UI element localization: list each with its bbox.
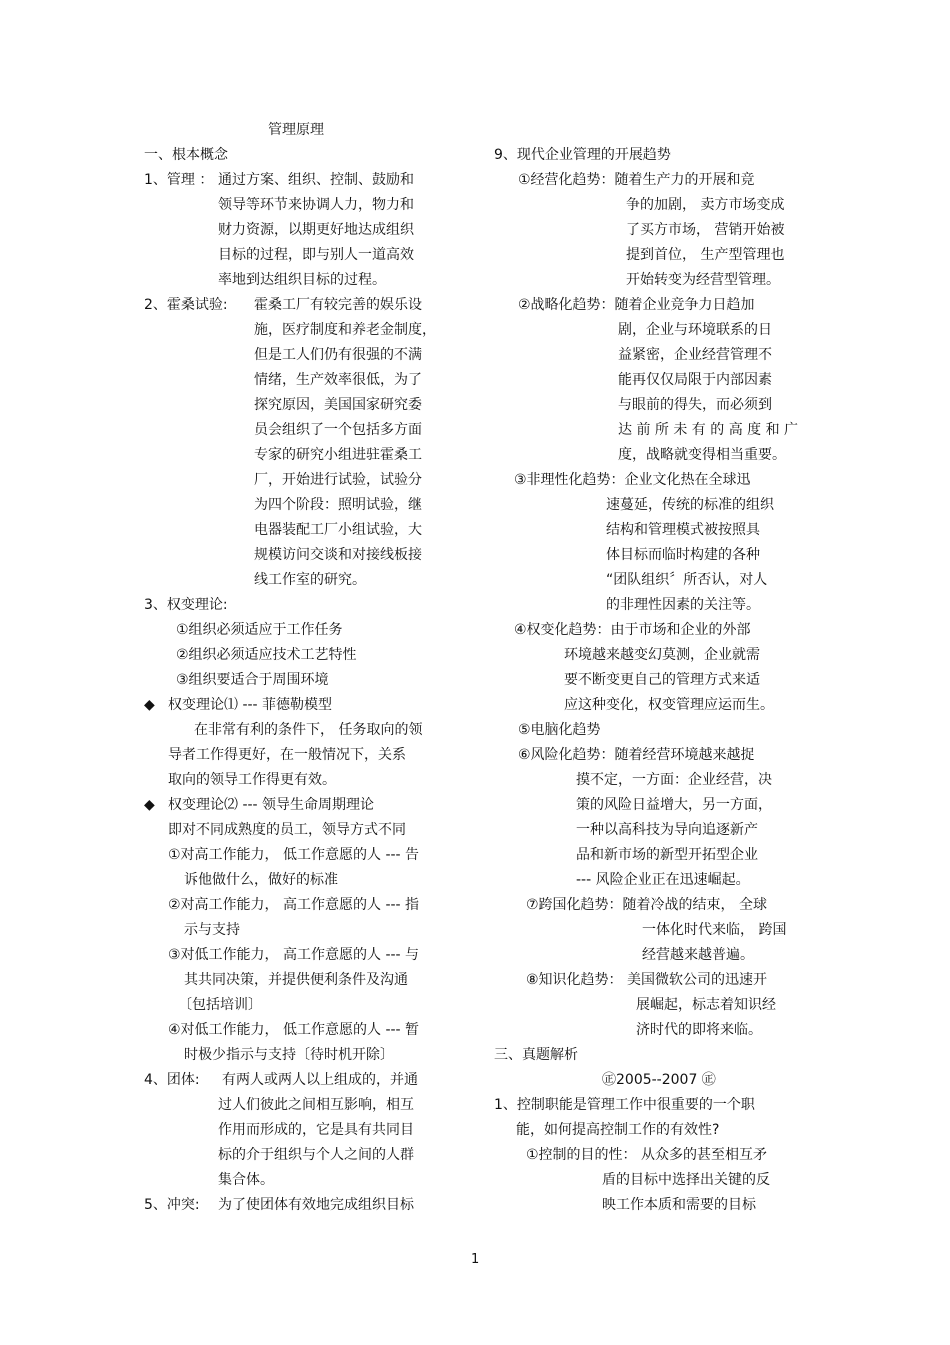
list-item: ①组织必须适应于工作任务 [176,622,343,638]
term-label: 3、权变理论: [144,597,228,613]
definition-line: 财力资源，以期更好地达成组织 [218,222,414,238]
definition-line: 率地到达组织目标的过程。 [218,272,386,288]
trend-line: 了买方市场， 营销开始被 [626,222,785,238]
trend-line: 一体化时代来临， 跨国 [642,922,787,938]
answer-line: 映工作本质和需要的目标 [602,1197,756,1213]
trend-line: 提到首位， 生产型管理也 [626,247,785,263]
paragraph-line: 取向的领导工作得更有效。 [168,772,336,788]
trend-line: 度，战略就变得相当重要。 [618,447,786,463]
trend-item: ⑧知识化趋势： 美国微软公司的迅速开 [526,972,767,988]
definition-line: 目标的过程，即与别人一道高效 [218,247,414,263]
list-item-continuation: 时极少指示与支持〔待时机开除〕 [184,1047,394,1063]
trend-line: 结构和管理模式被按照具 [606,522,760,538]
trend-line: 剧，企业与环境联系的日 [618,322,772,338]
list-item: ②对高工作能力， 高工作意愿的人 --- 指 [168,897,420,913]
term-label: 2、霍桑试验: [144,297,228,313]
diamond-bullet-icon: ◆ [144,797,155,813]
list-item: ①对高工作能力， 低工作意愿的人 --- 告 [168,847,420,863]
definition-line: 但是工人们仍有很强的不满 [254,347,422,363]
definition-line: 厂，开始进行试验，试验分 [254,472,422,488]
trend-item: ③非理性化趋势：企业文化热在全球迅 [514,472,751,488]
definition-line: 有两人或两人以上组成的，并通 [222,1072,418,1088]
trend-line: 体目标而临时构建的各种 [606,547,760,563]
diamond-bullet-icon: ◆ [144,697,155,713]
trend-line: 环境越来越变幻莫测，企业就需 [564,647,760,663]
definition-line: 规模访问交谈和对接线板接 [254,547,422,563]
section-heading: 9、现代企业管理的开展趋势 [494,147,671,163]
trend-item: ⑦跨国化趋势：随着冷战的结束， 全球 [526,897,767,913]
trend-item: ①经营化趋势：随着生产力的开展和竞 [518,172,755,188]
trend-line: 争的加剧， 卖方市场变成 [626,197,785,213]
definition-line: 标的介于组织与个人之间的人群 [218,1147,414,1163]
answer-line: 盾的目标中选择出关键的反 [602,1172,770,1188]
trend-line: 济时代的即将来临。 [636,1022,762,1038]
trend-line: 经营越来越普遍。 [642,947,754,963]
definition-line: 情绪，生产效率很低，为了 [254,372,422,388]
trend-line: 益紧密，企业经营管理不 [618,347,772,363]
trend-line: 要不断变更自己的管理方式来适 [564,672,760,688]
definition-line: 探究原因，美国国家研究委 [254,397,422,413]
trend-item: ④权变化趋势：由于市场和企业的外部 [514,622,751,638]
definition-line: 电器装配工厂小组试验，大 [254,522,422,538]
trend-item: ②战略化趋势：随着企业竞争力日趋加 [518,297,755,313]
answer-item: ①控制的目的性： 从众多的甚至相互矛 [526,1147,767,1163]
trend-line: 的非理性因素的关注等。 [606,597,760,613]
definition-line: 通过方案、组织、控制、鼓励和 [218,172,414,188]
definition-line: 为了使团体有效地完成组织目标 [218,1197,414,1213]
trend-line: 策的风险日益增大，另一方面， [576,797,772,813]
trend-line: 开始转变为经营型管理。 [626,272,780,288]
list-item-continuation: 诉他做什么，做好的标准 [184,872,338,888]
list-item: ②组织必须适应技术工艺特性 [176,647,357,663]
definition-line: 员会组织了一个包括多方面 [254,422,422,438]
trend-item: ⑤电脑化趋势 [518,722,601,738]
trend-line: 应这种变化，权变管理应运而生。 [564,697,774,713]
definition-line: 施，医疗制度和养老金制度， [254,322,436,338]
trend-line: 一种以高科技为导向追逐新产 [576,822,758,838]
page-number: 1 [471,1252,480,1267]
definition-line: 霍桑工厂有较完善的娱乐设 [254,297,422,313]
trend-line: 品和新市场的新型开拓型企业 [576,847,758,863]
list-item: ④对低工作能力， 低工作意愿的人 --- 暂 [168,1022,420,1038]
section-heading: 一、根本概念 [144,147,228,163]
trend-line: 能再仅仅局限于内部因素 [618,372,772,388]
list-item: ③对低工作能力， 高工作意愿的人 --- 与 [168,947,420,963]
exam-years: ㊣2005--2007 ㊣ [602,1072,716,1088]
definition-line: 过人们彼此之间相互影响，相互 [218,1097,414,1113]
section-heading: 三、真题解析 [494,1047,578,1063]
term-label: 4、团体: [144,1072,200,1088]
definition-line: 专家的研究小组进驻霍桑工 [254,447,422,463]
page-title: 管理原理 [268,122,324,138]
trend-line: 与眼前的得失，而必须到 [618,397,772,413]
trend-line: “团队组织〞所否认，对人 [606,572,768,588]
paragraph-line: 即对不同成熟度的员工，领导方式不同 [168,822,406,838]
definition-line: 线工作室的研究。 [254,572,366,588]
definition-line: 领导等环节来协调人力，物力和 [218,197,414,213]
definition-line: 集合体。 [218,1172,274,1188]
trend-line: 展崛起，标志着知识经 [636,997,776,1013]
definition-line: 作用而形成的，它是具有共同目 [218,1122,414,1138]
trend-item: ⑥风险化趋势：随着经营环境越来越捉 [518,747,755,763]
paragraph-line: 导者工作得更好，在一般情况下，关系 [168,747,406,763]
list-item-continuation: 其共同决策，并提供便利条件及沟通 [184,972,408,988]
trend-line: 达 前 所 未 有 的 高 度 和 广 [618,422,799,438]
question-line: 能，如何提高控制工作的有效性? [516,1122,720,1138]
term-label: 1、管理 ： [144,172,214,188]
bullet-heading: 权变理论⑴ --- 菲德勒模型 [168,697,333,713]
bullet-heading: 权变理论⑵ --- 领导生命周期理论 [168,797,375,813]
trend-line: 摸不定，一方面：企业经营，决 [576,772,772,788]
list-item-continuation: 示与支持 [184,922,240,938]
list-item: ③组织要适合于周围环境 [176,672,329,688]
definition-line: 为四个阶段：照明试验，继 [254,497,422,513]
trend-line: --- 风险企业正在迅速崛起。 [576,872,750,888]
paragraph-line: 在非常有利的条件下， 任务取向的领 [194,722,423,738]
list-item-continuation: 〔包括培训〕 [178,997,262,1013]
question: 1、控制职能是管理工作中很重要的一个职 [494,1097,755,1113]
trend-line: 速蔓延，传统的标准的组织 [606,497,774,513]
term-label: 5、冲突: [144,1197,200,1213]
